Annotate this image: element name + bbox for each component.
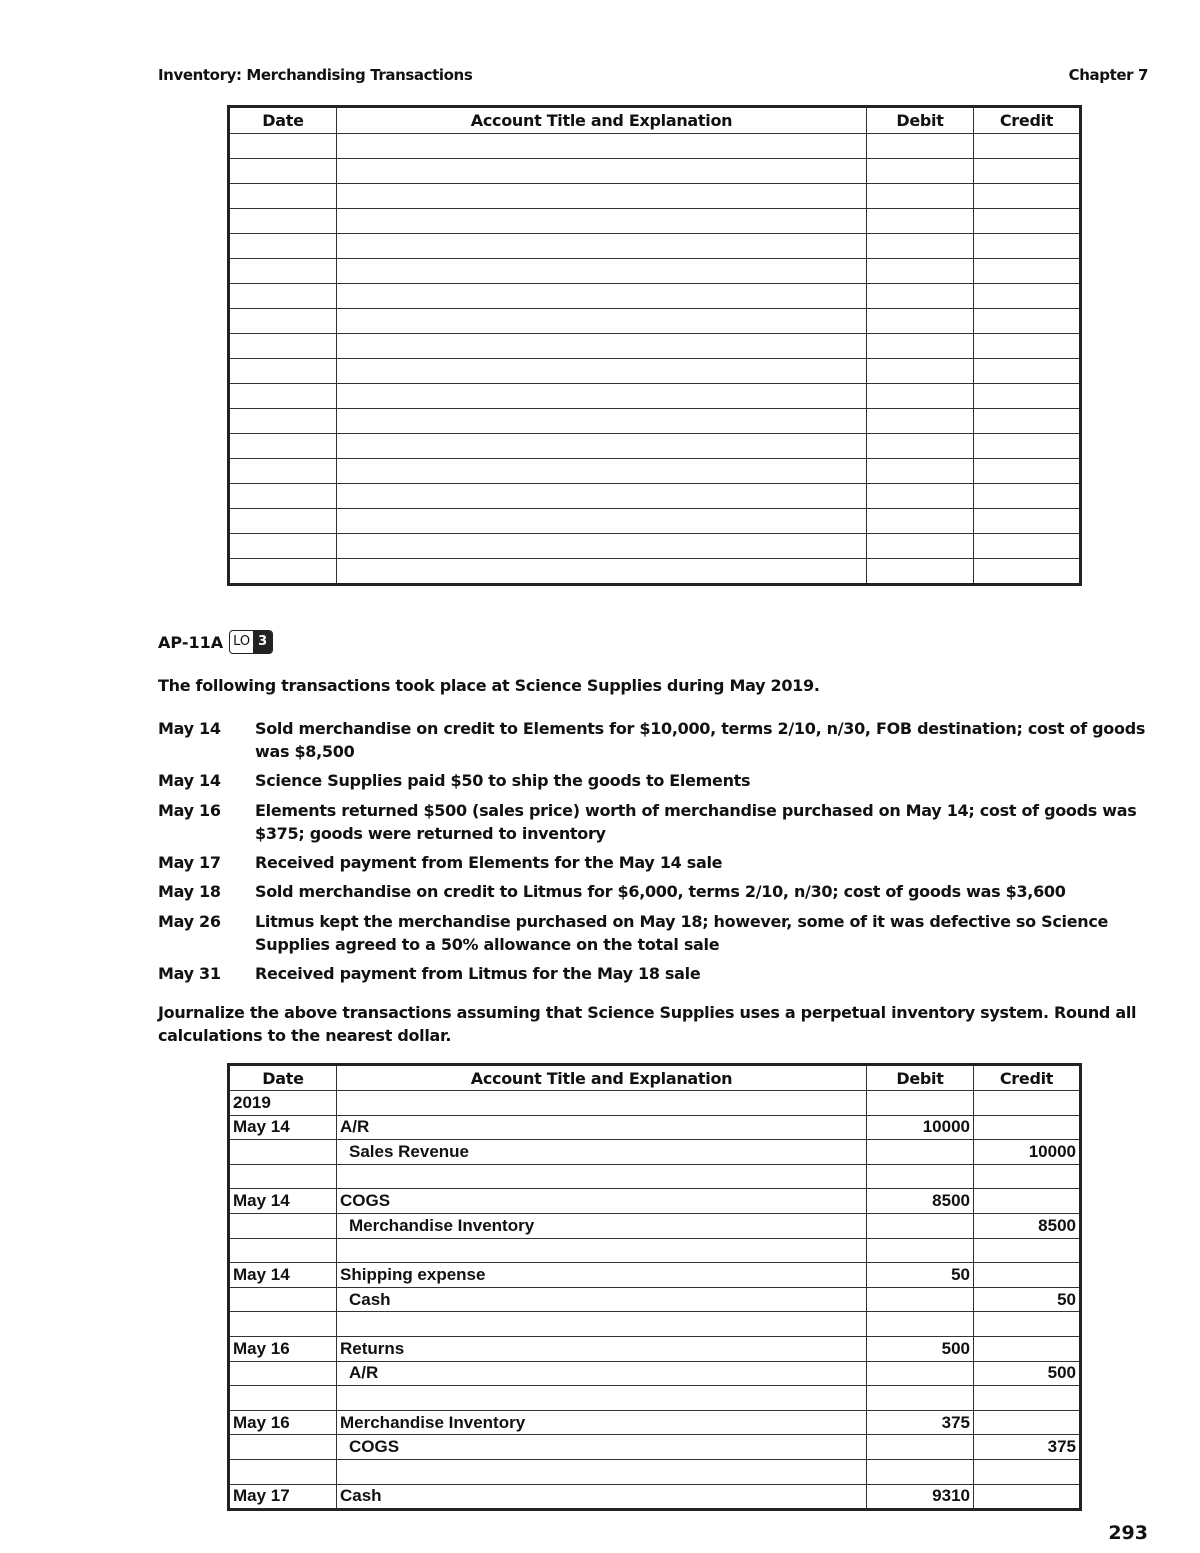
- credit-cell: [974, 259, 1081, 284]
- debit-cell: [867, 534, 974, 559]
- lo-label: LO: [233, 634, 251, 649]
- exercise-intro: The following transactions took place at Science Supplies during May 2019.: [158, 676, 820, 695]
- journal-row: [229, 1336, 1081, 1361]
- journal-row: [229, 1091, 1081, 1116]
- entry-date-cell: May 16: [229, 1410, 337, 1435]
- blank-journal-row: [229, 384, 1081, 409]
- date-cell: [229, 159, 337, 184]
- date-cell: [229, 309, 337, 334]
- debit-cell: [867, 384, 974, 409]
- date-column-header: Date: [229, 107, 337, 134]
- credit-cell: [974, 559, 1081, 585]
- credit-cell: [974, 534, 1081, 559]
- entry-credit-cell: [974, 1263, 1081, 1288]
- journal-row: [229, 1189, 1081, 1214]
- credit-cell: [974, 184, 1081, 209]
- entry-account-cell: [337, 1386, 867, 1411]
- entry-debit-cell: [867, 1459, 974, 1484]
- entry-account-cell: A/R: [337, 1361, 867, 1386]
- entry-account-cell: A/R: [337, 1115, 867, 1140]
- blank-journal-row: [229, 459, 1081, 484]
- entry-credit-cell: [974, 1091, 1081, 1116]
- transaction-item: [158, 962, 1158, 985]
- entry-credit-cell: 8500: [974, 1213, 1081, 1238]
- entry-debit-cell: 10000: [867, 1115, 974, 1140]
- credit-cell: [974, 484, 1081, 509]
- transaction-date: May 14: [158, 719, 221, 738]
- debit-cell: [867, 309, 974, 334]
- transaction-text: Science Supplies paid $50 to ship the goods to Elements: [255, 771, 751, 790]
- transaction-text: Received payment from Litmus for the May 18 sale: [255, 964, 701, 983]
- account-cell: [337, 309, 867, 334]
- learning-objective-badge: [229, 630, 273, 654]
- credit-cell: [974, 434, 1081, 459]
- transaction-item: [158, 851, 1158, 874]
- account-cell: [337, 534, 867, 559]
- credit-cell: [974, 359, 1081, 384]
- account-cell: [337, 459, 867, 484]
- date-cell: [229, 284, 337, 309]
- debit-cell: [867, 559, 974, 585]
- entry-credit-cell: [974, 1386, 1081, 1411]
- credit-cell: [974, 384, 1081, 409]
- date-cell: [229, 359, 337, 384]
- exercise-instructions: Journalize the above transactions assuming that Science Supplies uses a perpetual inventory system. Round all calculations to the nearest dollar.: [158, 1003, 1137, 1045]
- transaction-text: Sold merchandise on credit to Litmus for $6,000, terms 2/10, n/30; cost of goods was $3,600: [255, 882, 1066, 901]
- blank-journal-table: [227, 105, 1082, 586]
- date-cell: [229, 409, 337, 434]
- account-cell: [337, 284, 867, 309]
- blank-journal-row: [229, 484, 1081, 509]
- transaction-item: [158, 910, 1158, 956]
- transaction-item: [158, 769, 1158, 792]
- blank-journal-row: [229, 434, 1081, 459]
- account-cell: [337, 159, 867, 184]
- entry-account-cell: COGS: [337, 1435, 867, 1460]
- entry-credit-cell: 500: [974, 1361, 1081, 1386]
- journal-row: [229, 1115, 1081, 1140]
- entry-debit-cell: [867, 1164, 974, 1189]
- entry-credit-cell: 375: [974, 1435, 1081, 1460]
- entry-account-cell: Returns: [337, 1336, 867, 1361]
- entry-account-cell: [337, 1091, 867, 1116]
- blank-journal-row: [229, 559, 1081, 585]
- blank-journal-row: [229, 284, 1081, 309]
- entry-account-cell: Shipping expense: [337, 1263, 867, 1288]
- entry-credit-cell: [974, 1238, 1081, 1263]
- date-cell: [229, 134, 337, 159]
- transaction-date: May 16: [158, 801, 221, 820]
- entry-debit-cell: [867, 1312, 974, 1337]
- transaction-text: Elements returned $500 (sales price) worth of merchandise purchased on May 14; cost of goods was $375; goods were returned to inventory: [255, 801, 1137, 843]
- table-header-row: [229, 107, 1081, 134]
- entry-credit-cell: [974, 1312, 1081, 1337]
- credit-cell: [974, 509, 1081, 534]
- entry-date-cell: [229, 1459, 337, 1484]
- entry-debit-cell: 9310: [867, 1484, 974, 1510]
- transaction-text: Received payment from Elements for the May 14 sale: [255, 853, 723, 872]
- entry-debit-cell: [867, 1213, 974, 1238]
- entry-account-cell: [337, 1164, 867, 1189]
- credit-cell: [974, 209, 1081, 234]
- debit-column-header: Debit: [867, 107, 974, 134]
- entry-date-cell: [229, 1361, 337, 1386]
- entry-date-cell: [229, 1386, 337, 1411]
- entry-debit-cell: 50: [867, 1263, 974, 1288]
- transaction-date: May 31: [158, 964, 221, 983]
- account-cell: [337, 484, 867, 509]
- entry-credit-cell: [974, 1459, 1081, 1484]
- debit-cell: [867, 259, 974, 284]
- account-cell: [337, 234, 867, 259]
- entry-date-cell: [229, 1435, 337, 1460]
- debit-cell: [867, 359, 974, 384]
- journal-row: [229, 1213, 1081, 1238]
- credit-cell: [974, 459, 1081, 484]
- transaction-text: Sold merchandise on credit to Elements for $10,000, terms 2/10, n/30, FOB destination; cost of goods was $8,500: [255, 719, 1146, 761]
- journal-row: [229, 1263, 1081, 1288]
- debit-cell: [867, 459, 974, 484]
- account-cell: [337, 259, 867, 284]
- entry-debit-cell: [867, 1361, 974, 1386]
- entry-debit-cell: 500: [867, 1336, 974, 1361]
- credit-cell: [974, 409, 1081, 434]
- transaction-date: May 17: [158, 853, 221, 872]
- entry-date-cell: [229, 1164, 337, 1189]
- entry-credit-cell: 50: [974, 1287, 1081, 1312]
- entry-account-cell: Sales Revenue: [337, 1140, 867, 1165]
- journal-row: [229, 1164, 1081, 1189]
- date-cell: [229, 184, 337, 209]
- account-cell: [337, 184, 867, 209]
- credit-column-header: Credit: [974, 107, 1081, 134]
- entry-date-cell: May 17: [229, 1484, 337, 1510]
- account-cell: [337, 509, 867, 534]
- date-cell: [229, 434, 337, 459]
- debit-cell: [867, 234, 974, 259]
- debit-cell: [867, 209, 974, 234]
- transaction-text: Litmus kept the merchandise purchased on May 18; however, some of it was defective so Science Supplies agreed to a 50% allowance on the total sale: [255, 912, 1109, 954]
- date-cell: [229, 484, 337, 509]
- entry-account-cell: [337, 1459, 867, 1484]
- journal-row: [229, 1312, 1081, 1337]
- entry-credit-cell: [974, 1164, 1081, 1189]
- entry-date-cell: [229, 1213, 337, 1238]
- date-cell: [229, 209, 337, 234]
- transaction-item: [158, 880, 1158, 903]
- entry-debit-cell: 8500: [867, 1189, 974, 1214]
- entry-debit-cell: [867, 1287, 974, 1312]
- lo-number: 3: [253, 631, 272, 653]
- transaction-item: [158, 799, 1158, 845]
- blank-journal-row: [229, 409, 1081, 434]
- entry-credit-cell: [974, 1189, 1081, 1214]
- blank-journal-row: [229, 184, 1081, 209]
- entry-credit-cell: [974, 1115, 1081, 1140]
- blank-journal-row: [229, 534, 1081, 559]
- running-header-title: Inventory: Merchandising Transactions: [158, 66, 473, 84]
- entry-account-cell: Merchandise Inventory: [337, 1410, 867, 1435]
- date-cell: [229, 259, 337, 284]
- journal-row: [229, 1361, 1081, 1386]
- account-column-header: Account Title and Explanation: [337, 1065, 867, 1091]
- answer-journal-table: [227, 1063, 1082, 1511]
- exercise-id: AP-11A: [158, 632, 224, 652]
- blank-journal-row: [229, 309, 1081, 334]
- entry-date-cell: May 14: [229, 1263, 337, 1288]
- page-number: 293: [1108, 1522, 1148, 1544]
- transaction-date: May 14: [158, 771, 221, 790]
- exercise-title: [158, 630, 273, 654]
- account-cell: [337, 359, 867, 384]
- blank-journal-row: [229, 259, 1081, 284]
- entry-debit-cell: [867, 1140, 974, 1165]
- debit-cell: [867, 484, 974, 509]
- account-cell: [337, 209, 867, 234]
- credit-column-header: Credit: [974, 1065, 1081, 1091]
- transaction-item: [158, 717, 1158, 763]
- journal-row: [229, 1459, 1081, 1484]
- date-cell: [229, 334, 337, 359]
- debit-cell: [867, 284, 974, 309]
- debit-cell: [867, 409, 974, 434]
- debit-cell: [867, 434, 974, 459]
- account-cell: [337, 559, 867, 585]
- entry-account-cell: Merchandise Inventory: [337, 1213, 867, 1238]
- blank-journal-row: [229, 159, 1081, 184]
- credit-cell: [974, 334, 1081, 359]
- blank-journal-row: [229, 359, 1081, 384]
- debit-cell: [867, 184, 974, 209]
- debit-cell: [867, 134, 974, 159]
- journal-row: [229, 1140, 1081, 1165]
- entry-date-cell: [229, 1287, 337, 1312]
- entry-date-cell: [229, 1238, 337, 1263]
- account-cell: [337, 384, 867, 409]
- account-cell: [337, 134, 867, 159]
- account-column-header: Account Title and Explanation: [337, 107, 867, 134]
- journal-row: [229, 1484, 1081, 1510]
- blank-journal-row: [229, 209, 1081, 234]
- journal-row: [229, 1238, 1081, 1263]
- entry-account-cell: [337, 1312, 867, 1337]
- entry-credit-cell: [974, 1484, 1081, 1510]
- date-column-header: Date: [229, 1065, 337, 1091]
- entry-date-cell: [229, 1140, 337, 1165]
- entry-debit-cell: [867, 1386, 974, 1411]
- entry-date-cell: May 14: [229, 1115, 337, 1140]
- blank-journal-row: [229, 334, 1081, 359]
- journal-row: [229, 1287, 1081, 1312]
- account-cell: [337, 334, 867, 359]
- entry-credit-cell: 10000: [974, 1140, 1081, 1165]
- journal-row: [229, 1410, 1081, 1435]
- date-cell: [229, 559, 337, 585]
- date-cell: [229, 509, 337, 534]
- transaction-date: May 18: [158, 882, 221, 901]
- debit-column-header: Debit: [867, 1065, 974, 1091]
- account-cell: [337, 434, 867, 459]
- credit-cell: [974, 234, 1081, 259]
- entry-date-cell: 2019: [229, 1091, 337, 1116]
- credit-cell: [974, 309, 1081, 334]
- entry-account-cell: COGS: [337, 1189, 867, 1214]
- entry-credit-cell: [974, 1410, 1081, 1435]
- debit-cell: [867, 334, 974, 359]
- credit-cell: [974, 134, 1081, 159]
- date-cell: [229, 534, 337, 559]
- blank-journal-row: [229, 234, 1081, 259]
- credit-cell: [974, 159, 1081, 184]
- debit-cell: [867, 159, 974, 184]
- journal-row: [229, 1435, 1081, 1460]
- entry-date-cell: May 14: [229, 1189, 337, 1214]
- entry-debit-cell: [867, 1238, 974, 1263]
- journal-row: [229, 1386, 1081, 1411]
- date-cell: [229, 384, 337, 409]
- transaction-date: May 26: [158, 912, 221, 931]
- entry-date-cell: [229, 1312, 337, 1337]
- entry-debit-cell: 375: [867, 1410, 974, 1435]
- credit-cell: [974, 284, 1081, 309]
- entry-account-cell: Cash: [337, 1287, 867, 1312]
- date-cell: [229, 234, 337, 259]
- blank-journal-row: [229, 509, 1081, 534]
- entry-date-cell: May 16: [229, 1336, 337, 1361]
- entry-credit-cell: [974, 1336, 1081, 1361]
- entry-debit-cell: [867, 1091, 974, 1116]
- running-header-chapter: Chapter 7: [1068, 66, 1148, 84]
- date-cell: [229, 459, 337, 484]
- entry-account-cell: Cash: [337, 1484, 867, 1510]
- blank-journal-row: [229, 134, 1081, 159]
- debit-cell: [867, 509, 974, 534]
- entry-account-cell: [337, 1238, 867, 1263]
- table-header-row: [229, 1065, 1081, 1091]
- account-cell: [337, 409, 867, 434]
- entry-debit-cell: [867, 1435, 974, 1460]
